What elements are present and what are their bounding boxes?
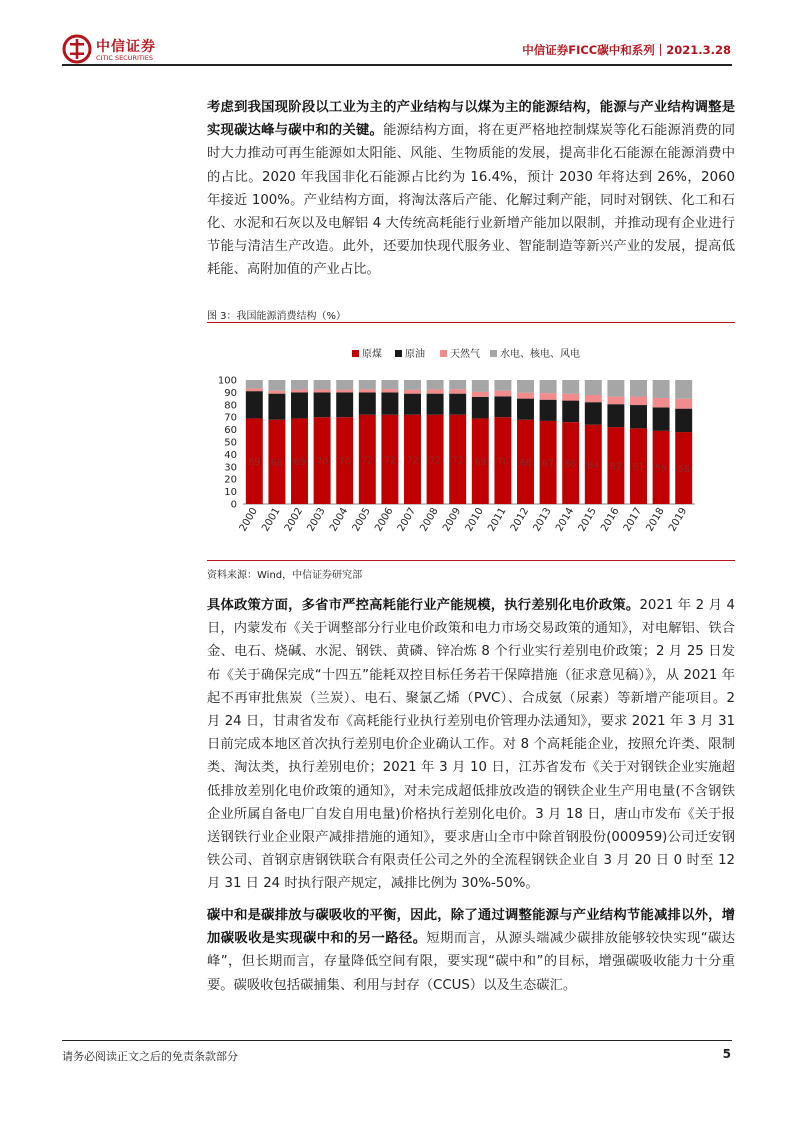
bar-segment — [381, 380, 398, 389]
y-tick-label: 0 — [230, 499, 237, 511]
bar-segment — [675, 399, 692, 409]
data-label: 68 — [270, 457, 283, 469]
x-tick-label: 2017 — [621, 506, 645, 534]
bar-segment — [675, 380, 692, 399]
data-label: 62 — [609, 461, 622, 473]
bar-segment — [630, 405, 647, 428]
data-label: 69 — [293, 457, 306, 469]
x-tick-label: 2006 — [373, 506, 396, 534]
bar-segment — [494, 391, 511, 397]
x-tick-label: 2000 — [237, 506, 260, 534]
figure-bottom-rule — [207, 560, 735, 561]
data-label: 69 — [248, 457, 261, 469]
y-tick-label: 50 — [224, 437, 237, 449]
bar-segment — [427, 380, 444, 389]
bar-segment — [472, 380, 489, 392]
bar-segment — [653, 380, 670, 398]
data-label: 61 — [632, 462, 645, 474]
y-tick-label: 40 — [224, 449, 237, 461]
legend-swatch — [395, 350, 402, 357]
y-tick-label: 80 — [224, 400, 237, 412]
bar-segment — [472, 392, 489, 397]
header-divider — [62, 64, 732, 66]
bar-segment — [517, 399, 534, 420]
data-label: 72 — [361, 455, 374, 467]
x-tick-label: 2010 — [463, 506, 486, 534]
citic-logo-icon — [62, 34, 92, 64]
paragraph-policy-lead: 具体政策方面，多省市严控高耗能行业产能规模，执行差别化电价政策。 — [207, 598, 640, 613]
x-tick-label: 2009 — [441, 506, 464, 534]
data-label: 72 — [429, 455, 442, 467]
paragraph-policy-body: 2021 年 2 月 4 日，内蒙发布《关于调整部分行业电价政策和电力市场交易政策的通知》，对电解铝、铁合金、电石、烧碱、水泥、钢铁、黄磷、锌冶炼 8 个行业实行差别电价政策；2 月 25 日发布《关于确保完成“十四五”能耗双控目标任务若干保障措施（征求意见稿）》，从 2021 年起不再审批焦炭（兰炭）、电石、聚氯乙烯（PVC）、合成氨（尿素）等新增产能项目。2 月 24 日，甘肃省发布《高耗能行业执行差别电价管理办法通知》，要求 2021 年 3 月 31 日前完成本地区首次执行差别电价企业确认工作。对 8 个高耗能企业，按照允许类、限制类、淘汰类，执行差别电价；2021 年 3 月 10 日，江苏省发布《关于对钢铁企业实施超低排放差别化电价政策的通知》，对未完成超低排放改造的钢铁企业生产用电量(不含钢铁企业所属自备电厂自发自用电量)价格执行差别化电价。3 月 18 日，唐山市发布《关于报送钢铁行业企业限产减排措施的通知》，要求唐山全市中除首钢股份(000959)公司迁安钢铁公司、首钢京唐钢铁联合有限责任公司之外的全流程钢铁企业自 3 月 20 日 0 时至 12 月 31 日 24 时执行限产规定，减排比例为 30%-50%。 — [207, 598, 735, 892]
bar-segment — [607, 380, 624, 397]
citic-logo — [62, 34, 172, 68]
x-tick-label: 2005 — [350, 506, 373, 534]
bar-segment — [246, 380, 263, 388]
y-tick-label: 10 — [224, 487, 237, 499]
x-tick-label: 2012 — [508, 506, 532, 534]
figure-title: 图 3：我国能源消费结构（%） — [207, 311, 347, 322]
bar-segment — [562, 380, 579, 394]
bar-segment — [268, 391, 285, 394]
bar-segment — [585, 380, 602, 395]
y-tick-label: 90 — [224, 387, 237, 399]
x-tick-label: 2003 — [305, 506, 328, 534]
bar-segment — [607, 397, 624, 405]
bar-segment — [359, 380, 376, 389]
bar-segment — [246, 391, 263, 418]
bar-segment — [675, 409, 692, 432]
data-label: 59 — [655, 463, 668, 475]
bar-segment — [336, 380, 353, 390]
x-tick-label: 2002 — [282, 506, 306, 534]
bar-segment — [540, 400, 557, 421]
bar-segment — [314, 392, 331, 417]
figure-top-rule — [207, 322, 735, 323]
bar-segment — [336, 392, 353, 417]
x-tick-label: 2015 — [576, 506, 599, 534]
bar-segment — [359, 392, 376, 414]
paragraph-policy — [207, 594, 735, 896]
data-label: 70 — [338, 456, 351, 468]
legend-label: 原煤 — [362, 349, 382, 360]
paragraph-carbon-sink-body: 短期而言，从源头端减少碳排放能够较快实现“碳达峰”，但长期而言，存量降低空间有限，要实现“碳中和”的目标，增强碳吸收能力十分重要。碳吸收包括碳捕集、利用与封存（CCUS）以及生态碳汇。 — [207, 931, 736, 993]
x-tick-label: 2013 — [531, 506, 554, 534]
legend-swatch — [352, 350, 359, 357]
bar-segment — [404, 380, 421, 390]
x-tick-label: 2016 — [599, 506, 622, 534]
data-label: 69 — [474, 457, 487, 469]
bar-segment — [381, 392, 398, 414]
bar-segment — [653, 398, 670, 407]
data-label: 68 — [519, 457, 532, 469]
bar-segment — [540, 393, 557, 400]
data-label: 72 — [383, 455, 396, 467]
bar-segment — [585, 402, 602, 424]
y-tick-label: 60 — [224, 425, 237, 437]
x-tick-label: 2001 — [260, 506, 283, 534]
paragraph-structure-lead: 考虑到我国现阶段以工业为主的产业结构与以煤为主的能源结构，能源与产业结构调整是实现碳达峰与碳中和的关键。 — [207, 100, 735, 139]
bar-segment — [268, 394, 285, 420]
page-number: 5 — [722, 1047, 731, 1061]
bar-segment — [630, 380, 647, 396]
energy-consumption-chart — [207, 334, 735, 556]
paragraph-carbon-sink — [207, 904, 735, 997]
x-tick-label: 2004 — [328, 506, 351, 534]
x-tick-label: 2011 — [486, 506, 509, 534]
bar-segment — [381, 389, 398, 392]
disclaimer-note: 请务必阅读正文之后的免责条款部分 — [62, 1050, 238, 1063]
y-tick-label: 20 — [224, 474, 237, 486]
bar-segment — [562, 394, 579, 401]
bar-segment — [449, 394, 466, 415]
bar-segment — [449, 380, 466, 389]
bar-segment — [585, 395, 602, 402]
bar-segment — [517, 393, 534, 399]
paragraph-carbon-sink-lead: 碳中和是碳排放与碳吸收的平衡，因此，除了通过调整能源与产业结构节能减排以外，增加碳吸收是实现碳中和的另一路径。 — [207, 908, 735, 947]
legend-label: 水电、核电、风电 — [500, 349, 580, 360]
bar-segment — [291, 392, 308, 418]
footer-divider — [62, 1040, 732, 1041]
bar-segment — [449, 389, 466, 393]
figure-source: 资料来源：Wind，中信证券研究部 — [207, 570, 363, 581]
bar-segment — [268, 380, 285, 391]
series-title: 中信证券FICC碳中和系列｜2021.3.28 — [522, 43, 731, 57]
bar-segment — [562, 401, 579, 423]
bar-segment — [540, 380, 557, 393]
data-label: 70 — [496, 456, 509, 468]
logo-text-cn: 中信证券 — [96, 39, 156, 55]
bar-segment — [472, 397, 489, 419]
x-tick-label: 2018 — [644, 506, 667, 534]
paragraph-structure-body: 能源结构方面，将在更严格地控制煤炭等化石能源消费的同时大力推动可再生能源如太阳能、风能、生物质能的发展，提高非化石能源在能源消费中的占比。2020 年我国非化石能源占比约为 16.4%，预计 2030 年将达到 26%，2060 年接近 100%。产业结构方面，将淘汰落后产能、化解过剩产能，同时对钢铁、化工和石化、水泥和石灰以及电解铝 4 大传统高耗能行业新增产能加以限制，并推动现有企业进行节能与清洁生产改造。此外，还要加快现代服务业、智能制造等新兴产业的发展，提高低耗能、高附加值的产业占比。 — [207, 123, 736, 278]
y-tick-label: 100 — [217, 375, 237, 387]
bar-segment — [404, 394, 421, 415]
logo-text-en: CITIC SECURITIES — [96, 54, 154, 62]
paragraph-structure — [207, 96, 735, 282]
data-label: 58 — [677, 464, 690, 476]
legend-swatch — [440, 350, 447, 357]
bar-segment — [359, 389, 376, 392]
x-tick-label: 2007 — [395, 506, 419, 534]
y-tick-label: 70 — [224, 412, 237, 424]
bar-segment — [607, 404, 624, 427]
data-label: 70 — [316, 456, 329, 468]
bar-segment — [494, 380, 511, 391]
x-tick-label: 2008 — [418, 506, 441, 534]
legend-swatch — [490, 350, 497, 357]
data-label: 66 — [564, 459, 577, 471]
bar-segment — [336, 390, 353, 393]
x-tick-label: 2019 — [667, 506, 690, 534]
x-tick-label: 2014 — [554, 506, 577, 534]
data-label: 64 — [587, 460, 600, 472]
bar-segment — [653, 407, 670, 430]
bar-segment — [517, 380, 534, 393]
y-tick-label: 30 — [224, 462, 237, 474]
bar-segment — [291, 390, 308, 393]
bar-segment — [246, 388, 263, 391]
bar-segment — [291, 380, 308, 390]
bar-segment — [427, 389, 444, 393]
bar-segment — [630, 396, 647, 405]
page-header — [0, 0, 793, 70]
bar-segment — [494, 396, 511, 417]
data-label: 72 — [406, 455, 419, 467]
data-label: 67 — [542, 458, 555, 470]
bar-segment — [314, 390, 331, 393]
bar-segment — [427, 394, 444, 415]
bar-segment — [314, 380, 331, 390]
data-label: 72 — [451, 455, 464, 467]
legend-label: 天然气 — [450, 349, 480, 360]
bar-segment — [404, 390, 421, 394]
legend-label: 原油 — [405, 349, 425, 360]
